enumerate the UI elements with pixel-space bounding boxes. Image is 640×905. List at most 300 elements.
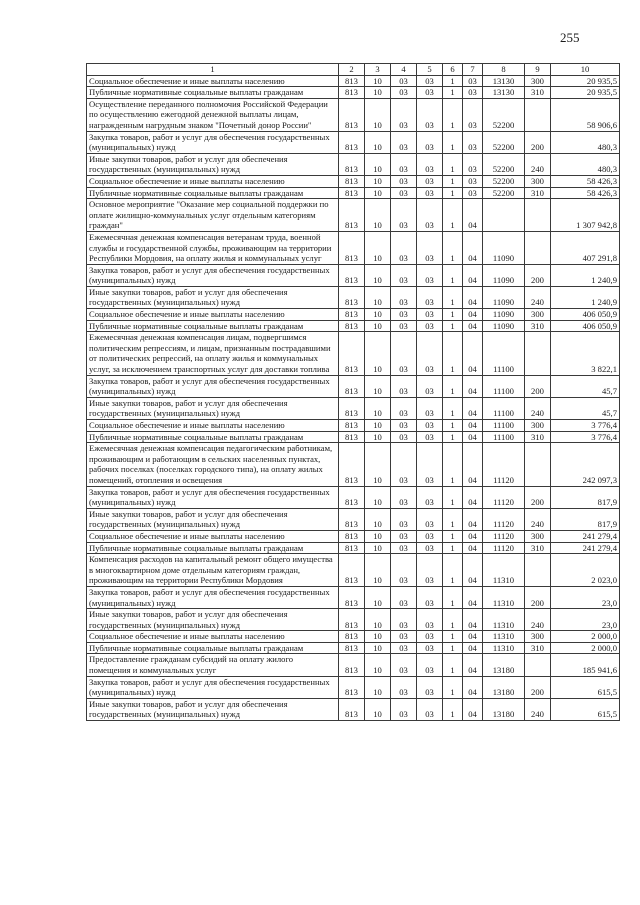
table-body: [87, 64, 620, 721]
admin-code: 813: [339, 698, 365, 720]
subsection-code: 03: [391, 199, 417, 232]
direction-code: 52200: [483, 98, 525, 131]
direction-code: 11100: [483, 431, 525, 443]
direction-code: 11090: [483, 309, 525, 321]
direction-code: 11310: [483, 609, 525, 631]
amount: 2 000,0: [551, 642, 620, 654]
table-row: [87, 320, 620, 332]
admin-code: 813: [339, 654, 365, 676]
header-row: [87, 64, 620, 76]
program-code: 03: [417, 654, 443, 676]
subprogram-code: 1: [443, 320, 463, 332]
expense-type-code: 240: [525, 698, 551, 720]
column-header: 2: [339, 64, 365, 76]
table-row: [87, 397, 620, 419]
subprogram-code: 1: [443, 397, 463, 419]
program-code: 03: [417, 631, 443, 643]
direction-code: 11310: [483, 554, 525, 587]
admin-code: 813: [339, 309, 365, 321]
event-code: 04: [463, 698, 483, 720]
section-code: 10: [365, 486, 391, 508]
subprogram-code: 1: [443, 309, 463, 321]
subprogram-code: 1: [443, 676, 463, 698]
subsection-code: 03: [391, 431, 417, 443]
program-code: 03: [417, 431, 443, 443]
section-code: 10: [365, 131, 391, 153]
subprogram-code: 1: [443, 420, 463, 432]
direction-code: 13180: [483, 698, 525, 720]
row-description: Публичные нормативные социальные выплаты гражданам: [87, 642, 339, 654]
section-code: 10: [365, 642, 391, 654]
amount: 2 023,0: [551, 554, 620, 587]
column-header: 9: [525, 64, 551, 76]
amount: 1 307 942,8: [551, 199, 620, 232]
section-code: 10: [365, 508, 391, 530]
table-row: [87, 231, 620, 264]
event-code: 04: [463, 199, 483, 232]
table-row: [87, 530, 620, 542]
section-code: 10: [365, 554, 391, 587]
direction-code: 11310: [483, 586, 525, 608]
subprogram-code: 1: [443, 443, 463, 486]
event-code: 04: [463, 231, 483, 264]
amount: 45,7: [551, 375, 620, 397]
admin-code: 813: [339, 375, 365, 397]
subprogram-code: 1: [443, 542, 463, 554]
section-code: 10: [365, 264, 391, 286]
program-code: 03: [417, 609, 443, 631]
amount: 58 426,3: [551, 175, 620, 187]
subprogram-code: 1: [443, 642, 463, 654]
table-row: [87, 508, 620, 530]
program-code: 03: [417, 542, 443, 554]
amount: 817,9: [551, 486, 620, 508]
amount: 615,5: [551, 698, 620, 720]
event-code: 04: [463, 530, 483, 542]
row-description: Публичные нормативные социальные выплаты гражданам: [87, 187, 339, 199]
direction-code: 11120: [483, 486, 525, 508]
subprogram-code: 1: [443, 530, 463, 542]
admin-code: 813: [339, 332, 365, 375]
budget-table: [86, 63, 620, 721]
section-code: 10: [365, 397, 391, 419]
direction-code: [483, 199, 525, 232]
subsection-code: 03: [391, 175, 417, 187]
expense-type-code: 240: [525, 508, 551, 530]
section-code: 10: [365, 187, 391, 199]
admin-code: 813: [339, 320, 365, 332]
admin-code: 813: [339, 286, 365, 308]
direction-code: 11100: [483, 420, 525, 432]
expense-type-code: [525, 231, 551, 264]
table-row: [87, 698, 620, 720]
program-code: 03: [417, 264, 443, 286]
table-row: [87, 554, 620, 587]
section-code: 10: [365, 320, 391, 332]
subprogram-code: 1: [443, 508, 463, 530]
event-code: 04: [463, 320, 483, 332]
row-description: Ежемесячная денежная компенсация ветеранам труда, военной службы и государственной службы, проживающим на территории Республики Мордовия, на оплату жилья и коммунальных услуг: [87, 231, 339, 264]
table-row: [87, 654, 620, 676]
direction-code: 11120: [483, 508, 525, 530]
event-code: 03: [463, 98, 483, 131]
row-description: Иные закупки товаров, работ и услуг для обеспечения государственных (муниципальных) нужд: [87, 508, 339, 530]
subprogram-code: 1: [443, 698, 463, 720]
row-description: Закупка товаров, работ и услуг для обеспечения государственных (муниципальных) нужд: [87, 586, 339, 608]
program-code: 03: [417, 199, 443, 232]
section-code: 10: [365, 609, 391, 631]
admin-code: 813: [339, 131, 365, 153]
subsection-code: 03: [391, 642, 417, 654]
admin-code: 813: [339, 431, 365, 443]
subsection-code: 03: [391, 286, 417, 308]
direction-code: 13130: [483, 75, 525, 87]
subsection-code: 03: [391, 443, 417, 486]
table-row: [87, 187, 620, 199]
event-code: 04: [463, 642, 483, 654]
table-row: [87, 420, 620, 432]
section-code: 10: [365, 75, 391, 87]
table-row: [87, 98, 620, 131]
program-code: 03: [417, 231, 443, 264]
admin-code: 813: [339, 631, 365, 643]
program-code: 03: [417, 131, 443, 153]
column-header: 8: [483, 64, 525, 76]
expense-type-code: [525, 98, 551, 131]
row-description: Ежемесячная денежная компенсация лицам, подвергшимся политическим репрессиям, и лицам, признанным пострадавшими от политических репрессий, на оплату жилья и коммунальных услуг, за исключением транспортных услуг для доставки топлива: [87, 332, 339, 375]
amount: 406 050,9: [551, 309, 620, 321]
row-description: Социальное обеспечение и иные выплаты населению: [87, 530, 339, 542]
program-code: 03: [417, 187, 443, 199]
subsection-code: 03: [391, 264, 417, 286]
column-header: 4: [391, 64, 417, 76]
table-row: [87, 631, 620, 643]
expense-type-code: 310: [525, 542, 551, 554]
section-code: 10: [365, 153, 391, 175]
subsection-code: 03: [391, 75, 417, 87]
admin-code: 813: [339, 231, 365, 264]
expense-type-code: [525, 443, 551, 486]
row-description: Социальное обеспечение и иные выплаты населению: [87, 309, 339, 321]
section-code: 10: [365, 542, 391, 554]
subsection-code: 03: [391, 631, 417, 643]
admin-code: 813: [339, 397, 365, 419]
event-code: 04: [463, 397, 483, 419]
expense-type-code: 200: [525, 375, 551, 397]
subprogram-code: 1: [443, 654, 463, 676]
admin-code: 813: [339, 153, 365, 175]
expense-type-code: 240: [525, 397, 551, 419]
amount: 3 822,1: [551, 332, 620, 375]
event-code: 03: [463, 175, 483, 187]
expense-type-code: 200: [525, 676, 551, 698]
direction-code: 52200: [483, 131, 525, 153]
section-code: 10: [365, 375, 391, 397]
subprogram-code: 1: [443, 98, 463, 131]
event-code: 04: [463, 676, 483, 698]
section-code: 10: [365, 654, 391, 676]
expense-type-code: 300: [525, 75, 551, 87]
amount: 58 426,3: [551, 187, 620, 199]
table-row: [87, 375, 620, 397]
row-description: Публичные нормативные социальные выплаты гражданам: [87, 542, 339, 554]
subprogram-code: 1: [443, 631, 463, 643]
amount: 20 935,5: [551, 87, 620, 99]
subprogram-code: 1: [443, 264, 463, 286]
expense-type-code: 300: [525, 175, 551, 187]
section-code: 10: [365, 98, 391, 131]
program-code: 03: [417, 153, 443, 175]
admin-code: 813: [339, 199, 365, 232]
event-code: 04: [463, 375, 483, 397]
table-row: [87, 309, 620, 321]
program-code: 03: [417, 75, 443, 87]
direction-code: 11100: [483, 375, 525, 397]
expense-type-code: 310: [525, 87, 551, 99]
expense-type-code: 200: [525, 131, 551, 153]
column-header: 7: [463, 64, 483, 76]
admin-code: 813: [339, 420, 365, 432]
subprogram-code: 1: [443, 199, 463, 232]
row-description: Закупка товаров, работ и услуг для обеспечения государственных (муниципальных) нужд: [87, 131, 339, 153]
admin-code: 813: [339, 187, 365, 199]
program-code: 03: [417, 332, 443, 375]
amount: 1 240,9: [551, 264, 620, 286]
direction-code: 11120: [483, 530, 525, 542]
amount: 817,9: [551, 508, 620, 530]
expense-type-code: [525, 199, 551, 232]
expense-type-code: 300: [525, 309, 551, 321]
program-code: 03: [417, 397, 443, 419]
admin-code: 813: [339, 530, 365, 542]
program-code: 03: [417, 420, 443, 432]
program-code: 03: [417, 286, 443, 308]
row-description: Социальное обеспечение и иные выплаты населению: [87, 75, 339, 87]
expense-type-code: 310: [525, 320, 551, 332]
table-row: [87, 332, 620, 375]
subprogram-code: 1: [443, 609, 463, 631]
subsection-code: 03: [391, 676, 417, 698]
admin-code: 813: [339, 554, 365, 587]
direction-code: 52200: [483, 153, 525, 175]
event-code: 04: [463, 586, 483, 608]
column-header: 3: [365, 64, 391, 76]
direction-code: 13180: [483, 654, 525, 676]
admin-code: 813: [339, 443, 365, 486]
amount: 1 240,9: [551, 286, 620, 308]
section-code: 10: [365, 199, 391, 232]
table-row: [87, 586, 620, 608]
direction-code: 11120: [483, 443, 525, 486]
event-code: 03: [463, 153, 483, 175]
row-description: Закупка товаров, работ и услуг для обеспечения государственных (муниципальных) нужд: [87, 676, 339, 698]
subprogram-code: 1: [443, 175, 463, 187]
amount: 185 941,6: [551, 654, 620, 676]
admin-code: 813: [339, 75, 365, 87]
subsection-code: 03: [391, 530, 417, 542]
expense-type-code: 300: [525, 420, 551, 432]
section-code: 10: [365, 332, 391, 375]
column-header: 10: [551, 64, 620, 76]
event-code: 04: [463, 286, 483, 308]
program-code: 03: [417, 508, 443, 530]
subsection-code: 03: [391, 586, 417, 608]
direction-code: 11120: [483, 542, 525, 554]
row-description: Закупка товаров, работ и услуг для обеспечения государственных (муниципальных) нужд: [87, 264, 339, 286]
section-code: 10: [365, 676, 391, 698]
row-description: Публичные нормативные социальные выплаты гражданам: [87, 431, 339, 443]
event-code: 04: [463, 508, 483, 530]
column-header: 6: [443, 64, 463, 76]
program-code: 03: [417, 698, 443, 720]
row-description: Социальное обеспечение и иные выплаты населению: [87, 631, 339, 643]
subprogram-code: 1: [443, 554, 463, 587]
expense-type-code: 240: [525, 153, 551, 175]
subsection-code: 03: [391, 554, 417, 587]
event-code: 04: [463, 631, 483, 643]
row-description: Публичные нормативные социальные выплаты гражданам: [87, 320, 339, 332]
expense-type-code: 200: [525, 586, 551, 608]
program-code: 03: [417, 676, 443, 698]
admin-code: 813: [339, 508, 365, 530]
admin-code: 813: [339, 676, 365, 698]
expense-type-code: 300: [525, 631, 551, 643]
amount: 241 279,4: [551, 542, 620, 554]
row-description: Компенсация расходов на капитальный ремонт общего имущества в многоквартирном доме отдельным категориям граждан, проживающим на территории Республики Мордовия: [87, 554, 339, 587]
event-code: 04: [463, 486, 483, 508]
amount: 3 776,4: [551, 420, 620, 432]
event-code: 04: [463, 431, 483, 443]
row-description: Предоставление гражданам субсидий на оплату жилого помещения и коммунальных услуг: [87, 654, 339, 676]
event-code: 04: [463, 609, 483, 631]
event-code: 04: [463, 332, 483, 375]
subsection-code: 03: [391, 698, 417, 720]
table-row: [87, 486, 620, 508]
row-description: Иные закупки товаров, работ и услуг для обеспечения государственных (муниципальных) нужд: [87, 698, 339, 720]
subsection-code: 03: [391, 420, 417, 432]
subsection-code: 03: [391, 486, 417, 508]
amount: 407 291,8: [551, 231, 620, 264]
amount: 406 050,9: [551, 320, 620, 332]
table-row: [87, 131, 620, 153]
admin-code: 813: [339, 542, 365, 554]
page-number: 255: [560, 30, 580, 45]
table-row: [87, 431, 620, 443]
table-row: [87, 642, 620, 654]
subsection-code: 03: [391, 609, 417, 631]
event-code: 03: [463, 187, 483, 199]
column-header: 5: [417, 64, 443, 76]
section-code: 10: [365, 175, 391, 187]
direction-code: 11090: [483, 231, 525, 264]
subprogram-code: 1: [443, 131, 463, 153]
subsection-code: 03: [391, 87, 417, 99]
admin-code: 813: [339, 609, 365, 631]
subsection-code: 03: [391, 131, 417, 153]
table-row: [87, 609, 620, 631]
subsection-code: 03: [391, 187, 417, 199]
table-row: [87, 264, 620, 286]
subprogram-code: 1: [443, 153, 463, 175]
event-code: 04: [463, 309, 483, 321]
subsection-code: 03: [391, 397, 417, 419]
admin-code: 813: [339, 486, 365, 508]
table-row: [87, 286, 620, 308]
amount: 45,7: [551, 397, 620, 419]
expense-type-code: 310: [525, 431, 551, 443]
program-code: 03: [417, 375, 443, 397]
subsection-code: 03: [391, 542, 417, 554]
program-code: 03: [417, 320, 443, 332]
event-code: 04: [463, 420, 483, 432]
event-code: 03: [463, 131, 483, 153]
admin-code: 813: [339, 586, 365, 608]
expense-type-code: 200: [525, 264, 551, 286]
row-description: Иные закупки товаров, работ и услуг для обеспечения государственных (муниципальных) нужд: [87, 609, 339, 631]
amount: 615,5: [551, 676, 620, 698]
section-code: 10: [365, 87, 391, 99]
subprogram-code: 1: [443, 87, 463, 99]
amount: 20 935,5: [551, 75, 620, 87]
amount: 23,0: [551, 609, 620, 631]
subsection-code: 03: [391, 508, 417, 530]
program-code: 03: [417, 309, 443, 321]
row-description: Иные закупки товаров, работ и услуг для обеспечения государственных (муниципальных) нужд: [87, 286, 339, 308]
direction-code: 13180: [483, 676, 525, 698]
event-code: 03: [463, 87, 483, 99]
section-code: 10: [365, 309, 391, 321]
amount: 58 906,6: [551, 98, 620, 131]
expense-type-code: 310: [525, 642, 551, 654]
subprogram-code: 1: [443, 75, 463, 87]
expense-type-code: 310: [525, 187, 551, 199]
row-description: Публичные нормативные социальные выплаты гражданам: [87, 87, 339, 99]
program-code: 03: [417, 530, 443, 542]
subsection-code: 03: [391, 153, 417, 175]
row-description: Социальное обеспечение и иные выплаты населению: [87, 420, 339, 432]
direction-code: 11310: [483, 631, 525, 643]
subprogram-code: 1: [443, 332, 463, 375]
subprogram-code: 1: [443, 286, 463, 308]
admin-code: 813: [339, 175, 365, 187]
direction-code: 11090: [483, 286, 525, 308]
row-description: Осуществление переданного полномочия Российской Федерации по осуществлению ежегодной денежной выплаты лицам, награжденным нагрудным знаком "Почетный донор России": [87, 98, 339, 131]
section-code: 10: [365, 586, 391, 608]
subsection-code: 03: [391, 332, 417, 375]
event-code: 04: [463, 443, 483, 486]
event-code: 04: [463, 264, 483, 286]
program-code: 03: [417, 486, 443, 508]
table-row: [87, 175, 620, 187]
program-code: 03: [417, 443, 443, 486]
subsection-code: 03: [391, 320, 417, 332]
subprogram-code: 1: [443, 486, 463, 508]
expense-type-code: 240: [525, 609, 551, 631]
admin-code: 813: [339, 87, 365, 99]
row-description: Закупка товаров, работ и услуг для обеспечения государственных (муниципальных) нужд: [87, 486, 339, 508]
section-code: 10: [365, 286, 391, 308]
expense-type-code: 300: [525, 530, 551, 542]
subprogram-code: 1: [443, 431, 463, 443]
column-header: 1: [87, 64, 339, 76]
expense-type-code: [525, 654, 551, 676]
amount: 3 776,4: [551, 431, 620, 443]
amount: 23,0: [551, 586, 620, 608]
direction-code: 11090: [483, 320, 525, 332]
expense-type-code: 240: [525, 286, 551, 308]
direction-code: 13130: [483, 87, 525, 99]
event-code: 03: [463, 75, 483, 87]
